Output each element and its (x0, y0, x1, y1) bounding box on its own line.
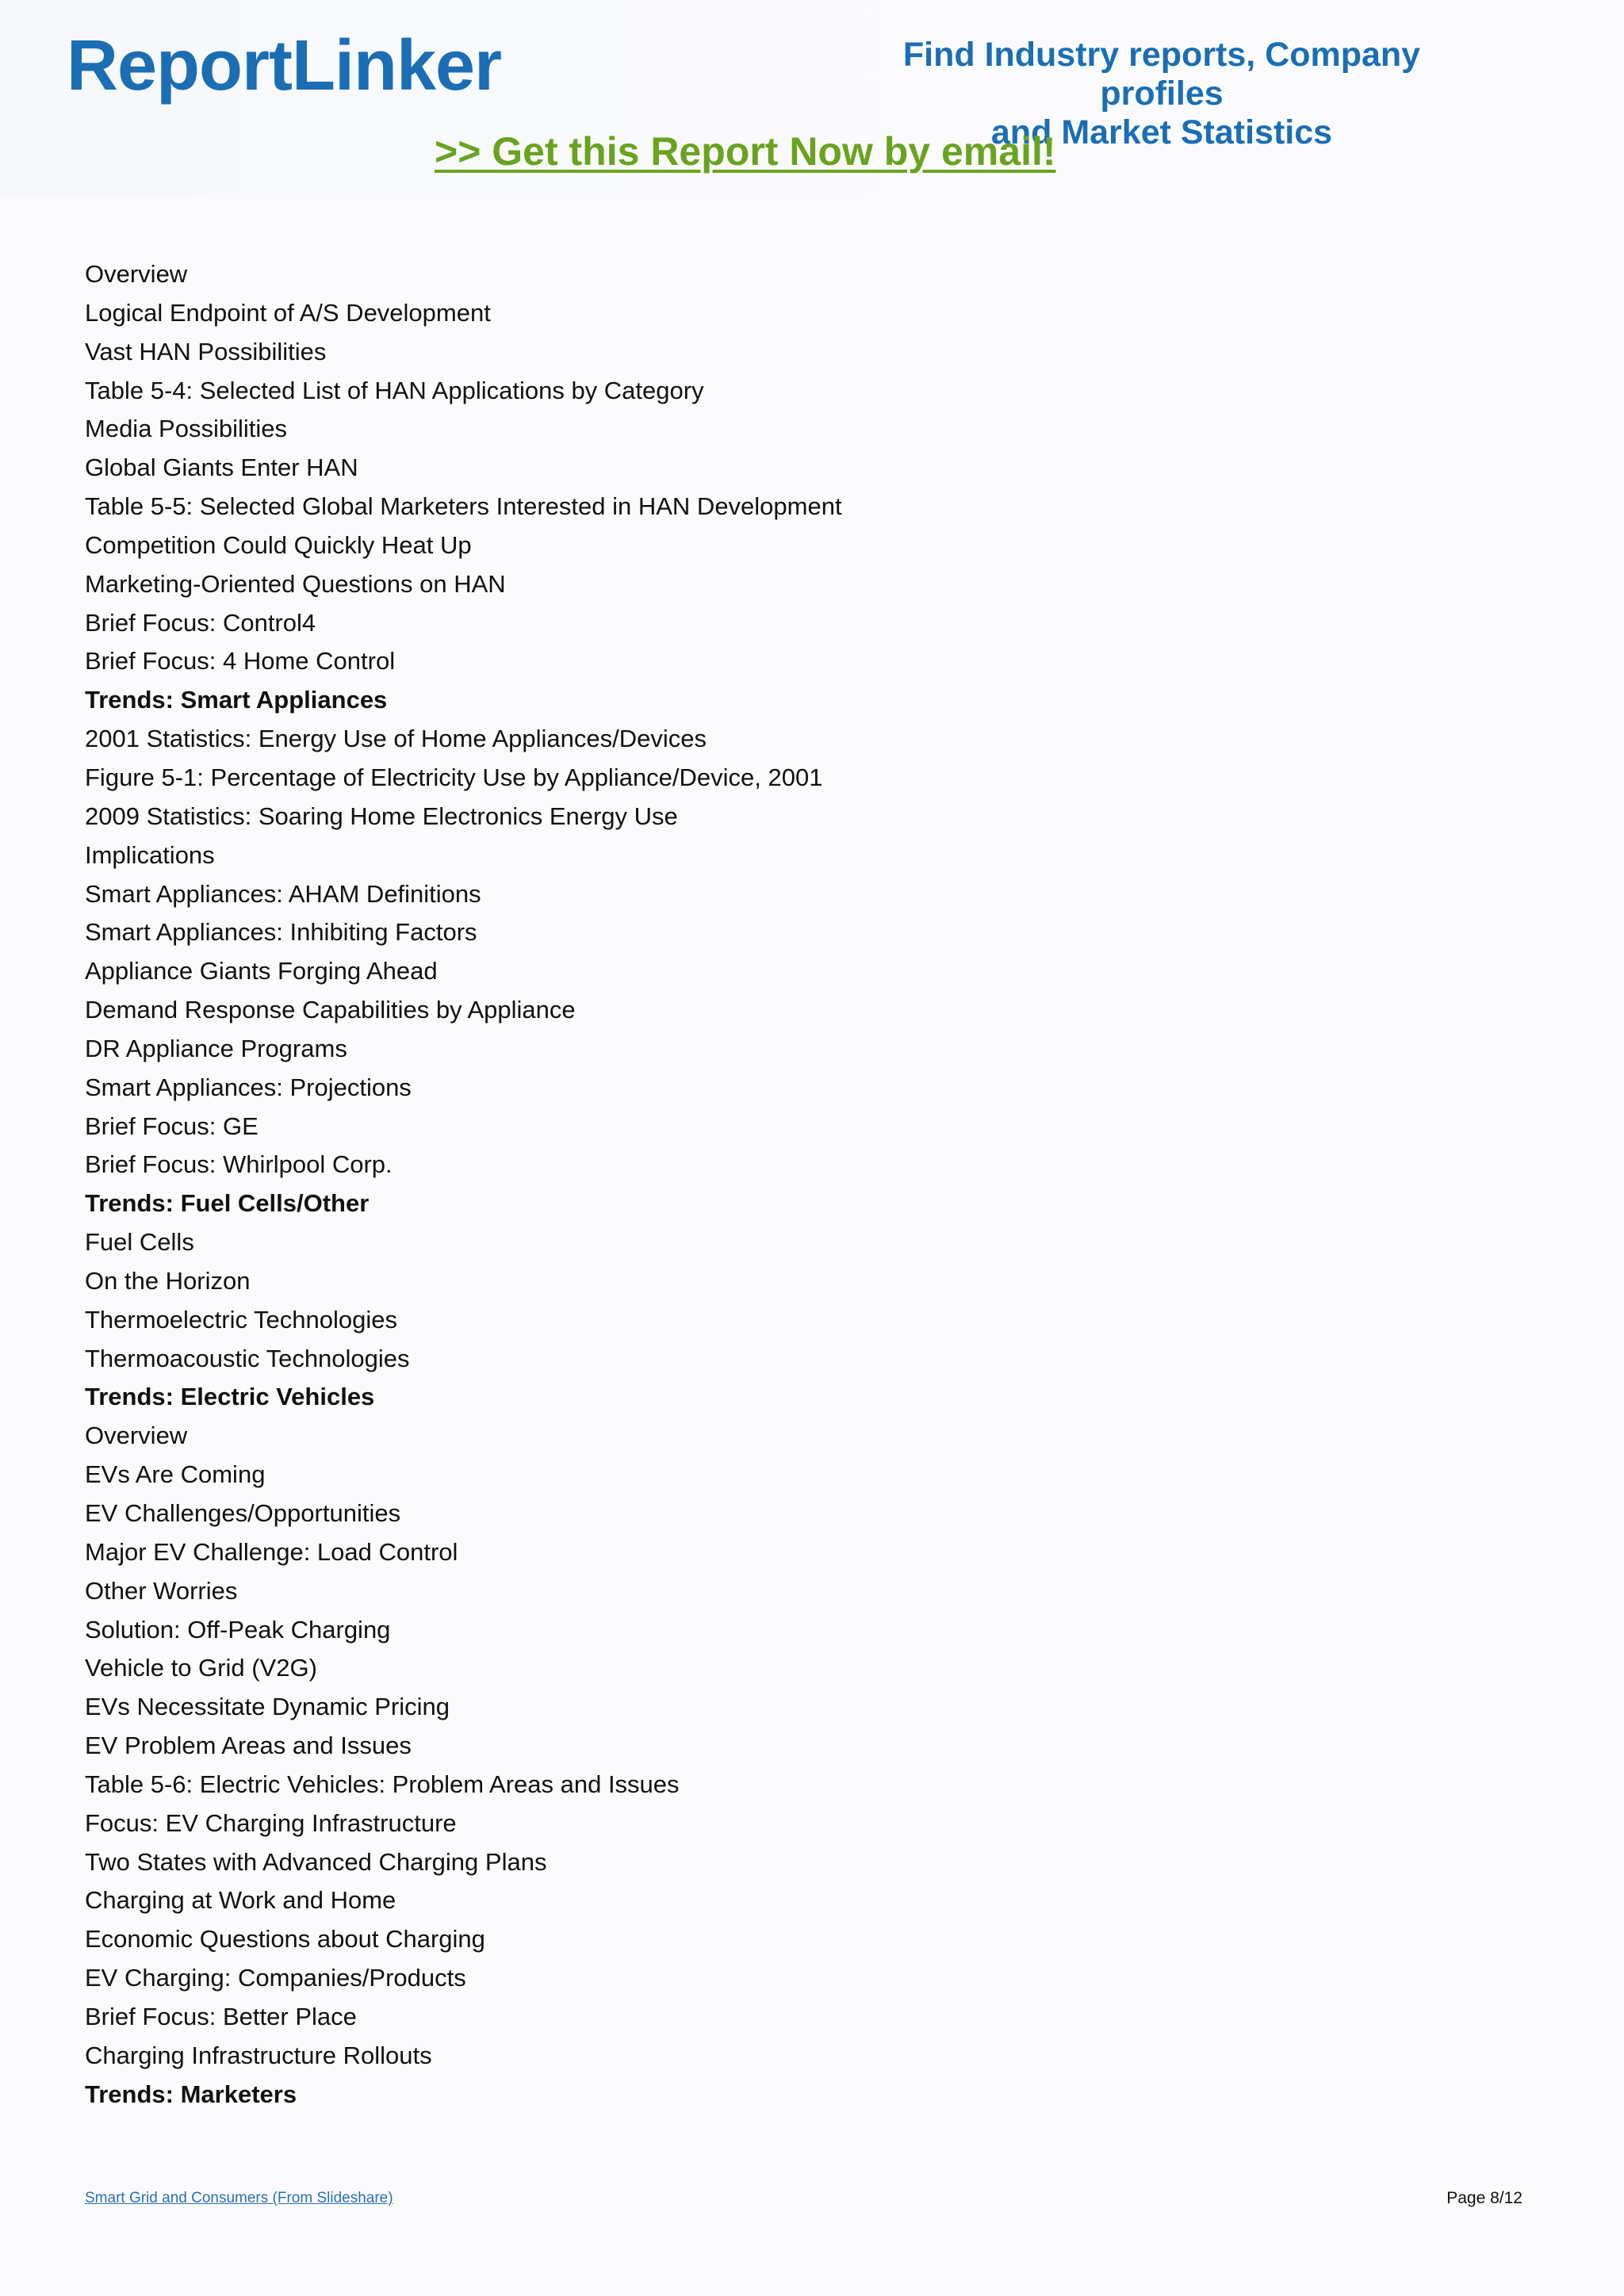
table-of-contents (85, 255, 842, 2114)
get-report-email-link[interactable]: >> Get this Report Now by email! (435, 129, 1056, 174)
toc-item: Marketing-Oriented Questions on HAN (85, 569, 506, 598)
toc-item: Competition Could Quickly Heat Up (85, 530, 472, 559)
toc-item: EV Problem Areas and Issues (85, 1732, 412, 1760)
reportlinker-logo[interactable]: ReportLinker (67, 26, 502, 105)
toc-item: On the Horizon (85, 1266, 251, 1295)
toc-item: EV Charging: Companies/Products (85, 1964, 466, 1992)
toc-item: Thermoacoustic Technologies (85, 1344, 410, 1372)
toc-item: EVs Are Coming (85, 1460, 266, 1489)
toc-item: Vehicle to Grid (V2G) (85, 1654, 317, 1682)
toc-item: Table 5-4: Selected List of HAN Applications by Category (85, 376, 704, 404)
toc-item: Charging at Work and Home (85, 1886, 396, 1915)
toc-item: Fuel Cells (85, 1228, 194, 1257)
toc-item: Other Worries (85, 1576, 238, 1605)
toc-item: Vast HAN Possibilities (85, 337, 327, 365)
toc-item: Overview (85, 1422, 188, 1450)
tagline-line-1: Find Industry reports, Company profiles (902, 36, 1421, 113)
toc-item: Smart Appliances: Inhibiting Factors (85, 918, 477, 947)
toc-section-heading: Trends: Smart Appliances (85, 686, 388, 714)
toc-item: Charging Infrastructure Rollouts (85, 2041, 432, 2069)
toc-item: Figure 5-1: Percentage of Electricity Use by Appliance/Device, 2001 (85, 763, 823, 791)
toc-item: Appliance Giants Forging Ahead (85, 957, 438, 985)
toc-item: Overview (85, 260, 188, 288)
toc-item: Brief Focus: 4 Home Control (85, 647, 396, 675)
toc-item: Table 5-6: Electric Vehicles: Problem Areas and Issues (85, 1770, 680, 1798)
toc-item: DR Appliance Programs (85, 1034, 347, 1062)
toc-item: Focus: EV Charging Infrastructure (85, 1808, 457, 1837)
page-number: Page 8/12 (1446, 2189, 1522, 2207)
toc-item: 2001 Statistics: Energy Use of Home Appliances/Devices (85, 725, 707, 753)
toc-section-heading: Trends: Fuel Cells/Other (85, 1189, 370, 1218)
toc-item: 2009 Statistics: Soaring Home Electronics Energy Use (85, 802, 678, 830)
tagline-line-2: and Market Statistics (990, 113, 1333, 151)
toc-section-heading: Trends: Electric Vehicles (85, 1383, 375, 1411)
toc-item: Economic Questions about Charging (85, 1925, 485, 1954)
toc-item: Demand Response Capabilities by Appliance (85, 996, 576, 1024)
toc-item: Brief Focus: Better Place (85, 2002, 357, 2030)
toc-item: Smart Appliances: Projections (85, 1073, 412, 1101)
toc-item: Media Possibilities (85, 415, 287, 443)
toc-item: Implications (85, 840, 215, 869)
toc-item: Major EV Challenge: Load Control (85, 1537, 458, 1566)
toc-item: Brief Focus: Control4 (85, 608, 316, 637)
toc-item: Smart Appliances: AHAM Definitions (85, 879, 481, 908)
toc-item: Global Giants Enter HAN (85, 453, 358, 482)
toc-item: Table 5-5: Selected Global Marketers Interested in HAN Development (85, 492, 842, 521)
toc-item: Brief Focus: GE (85, 1112, 259, 1140)
toc-item: EVs Necessitate Dynamic Pricing (85, 1693, 450, 1721)
toc-item: Logical Endpoint of A/S Development (85, 298, 491, 327)
toc-section-heading: Trends: Marketers (85, 2080, 297, 2108)
toc-item: Thermoelectric Technologies (85, 1305, 398, 1334)
toc-item: Solution: Off-Peak Charging (85, 1615, 391, 1644)
footer-source-link[interactable]: Smart Grid and Consumers (From Slideshare) (85, 2190, 393, 2206)
toc-item: EV Challenges/Opportunities (85, 1499, 401, 1527)
toc-item: Brief Focus: Whirlpool Corp. (85, 1150, 393, 1179)
toc-item: Two States with Advanced Charging Plans (85, 1847, 547, 1876)
